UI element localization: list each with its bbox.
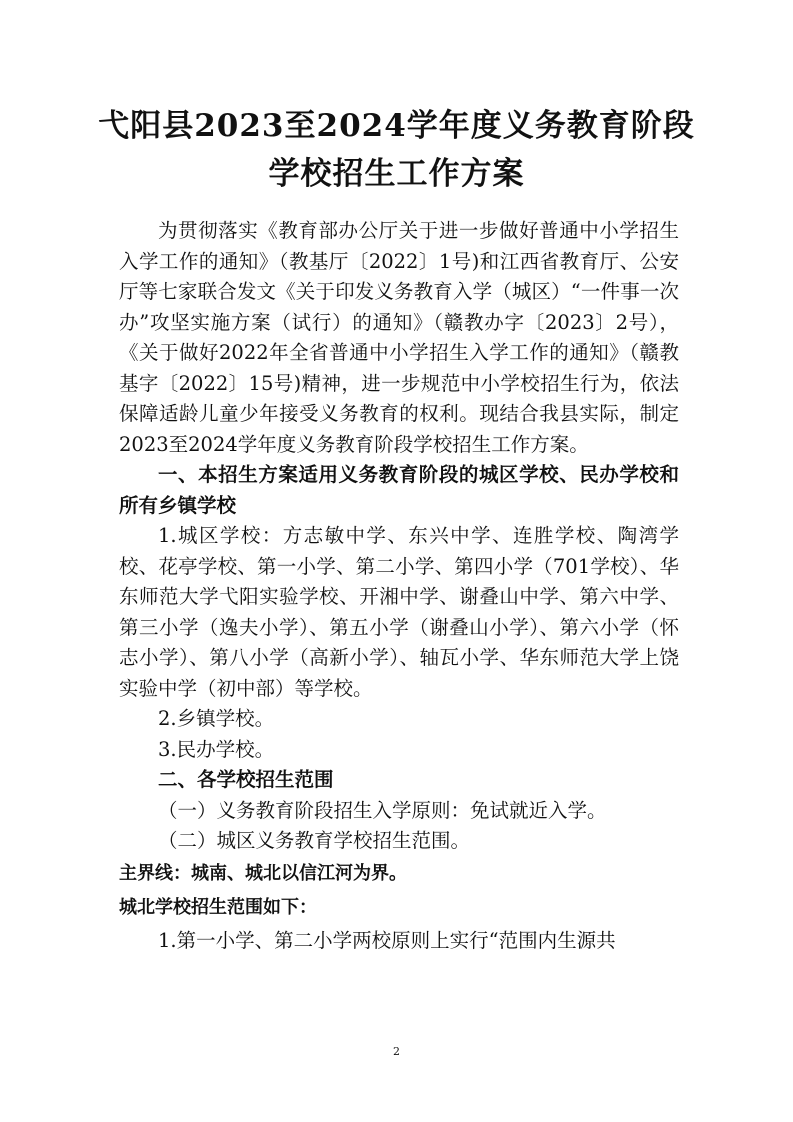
- intro-paragraph: 为贯彻落实《教育部办公厅关于进一步做好普通中小学招生入学工作的通知》（教基厅〔2022〕1号)和江西省教育厅、公安厅等七家联合发文《关于印发义务教育入学（城区）“一件事一次办”攻坚实施方案（试行）的通知》（赣教办字〔2023〕2号），《关于做好2022年全省普通中小学招生入学工作的通知》（赣教基字〔2022〕15号)精神，进一步规范中小学校招生行为，依法保障适龄儿童少年接受义务教育的权利。现结合我县实际，制定2023至2024学年度义务教育阶段学校招生工作方案。: [119, 219, 679, 456]
- list-item-township-schools: 2.乡镇学校。: [158, 707, 275, 730]
- section1-heading: 一、本招生方案适用义务教育阶段的城区学校、民办学校和所有乡镇学校: [119, 463, 679, 517]
- list-item-private-schools: 3.民办学校。: [158, 737, 275, 761]
- subsection-urban-scope: （二）城区义务教育学校招生范围。: [158, 829, 471, 852]
- list-item-urban-schools: 1.城区学校：方志敏中学、东兴中学、连胜学校、陶湾学校、花亭学校、第一小学、第二小学、第四小学（701学校）、华东师范大学弋阳实验学校、开湘中学、谢叠山中学、第六中学、第三小学（逸夫小学）、第五小学（谢叠山小学）、第六小学（怀志小学）、第八小学（高新小学）、轴瓦小学、华东师范大学上饶实验中学（初中部）等学校。: [119, 524, 679, 700]
- subsection-principle: （一）义务教育阶段招生入学原则：免试就近入学。: [158, 798, 607, 822]
- north-item1: 1.第一小学、第二小学两校原则上实行“范围内生源共: [158, 928, 616, 952]
- boundary-line-text: 主界线：城南、城北以信江河为界。: [119, 862, 407, 884]
- document-title-line1: 弋阳县2023至2024学年度义务教育阶段: [98, 108, 695, 144]
- document-body: [119, 216, 679, 956]
- document-title-line2: 学校招生工作方案: [268, 156, 525, 192]
- section2-heading: 二、各学校招生范围: [158, 768, 334, 791]
- page-number: 2: [393, 1045, 400, 1058]
- north-schools-heading: 城北学校招生范围如下：: [119, 897, 317, 918]
